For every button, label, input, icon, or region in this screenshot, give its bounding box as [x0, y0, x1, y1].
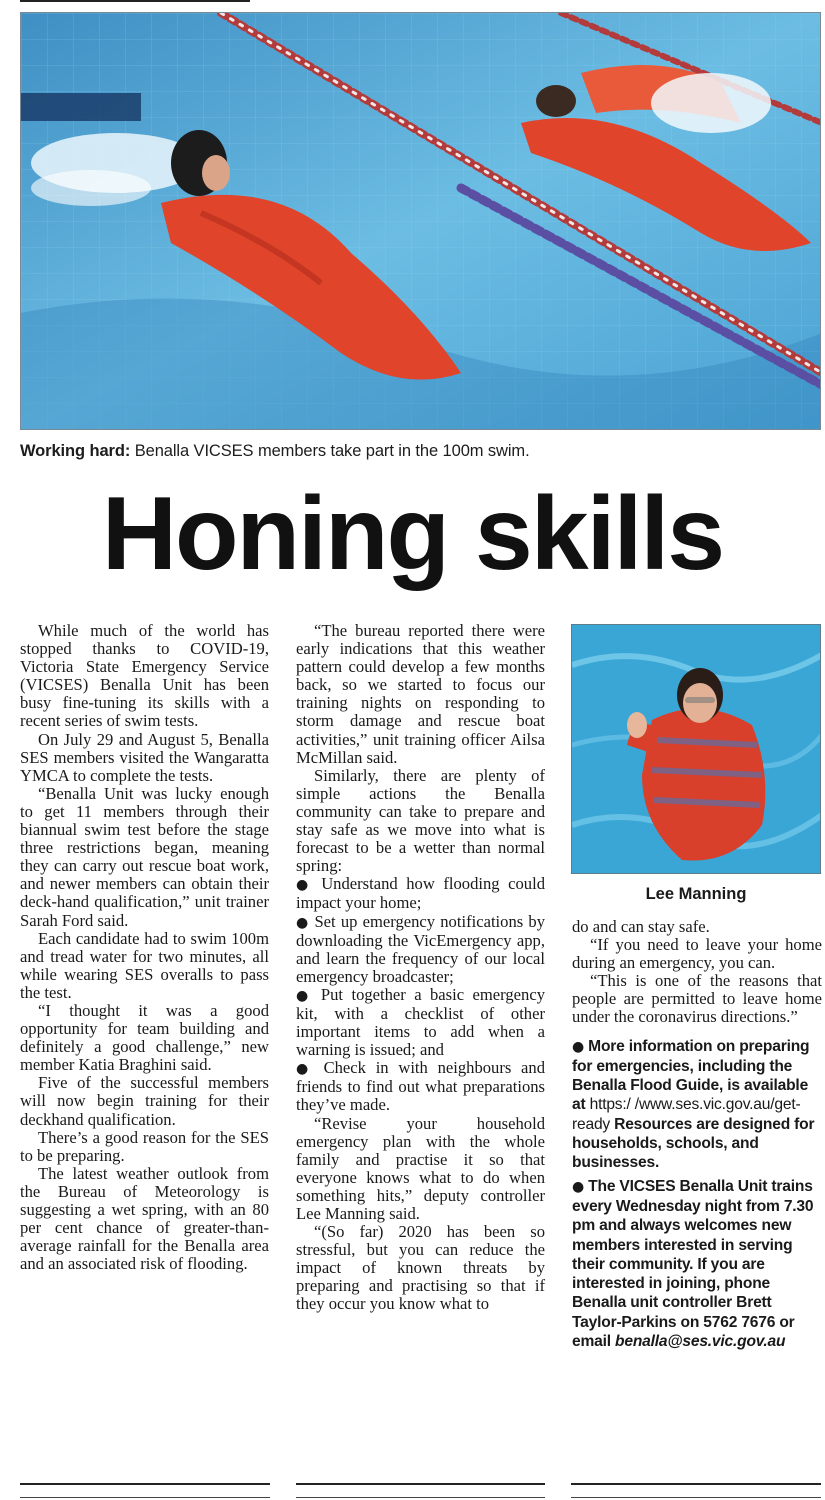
- info-box-training: ● The VICSES Benalla Unit trains every Wednesday night from 7.30 pm and always welcomes new members interested in serving their community. If you are interested in joining, phone Benalla unit controller Brett Taylor-Parkins on 5762 7676 or email benalla@ses.vic.gov.au: [572, 1177, 814, 1351]
- paragraph: do and can stay safe.: [572, 917, 710, 936]
- paragraph: There’s a good reason for the SES to be preparing.: [20, 1127, 269, 1165]
- headline: Honing skills: [101, 476, 724, 592]
- bottom-rule-2: [296, 1483, 545, 1485]
- bottom-thin-rule-1: [20, 1497, 270, 1498]
- caption-lead: Working hard:: [20, 442, 131, 460]
- article-column-2: [296, 622, 545, 1314]
- side-photo-caption: Lee Manning: [645, 885, 747, 903]
- bullet-item: ● Put together a basic emergency kit, with a checklist of other important items to add when a warning is issued; and: [296, 984, 545, 1060]
- caption-text: Benalla VICSES members take part in the 100m swim.: [130, 442, 530, 460]
- info-box-preparing: ● More information on preparing for emergencies, including the Benalla Flood Guide, is available at https:/ /www.ses.vic.gov.au/get-ready Resources are designed for households, schools, and businesses.: [572, 1037, 815, 1172]
- bullet-dot-icon: ●: [296, 987, 313, 1004]
- paragraph: While much of the world has stopped thanks to COVID-19, Victoria State Emergency Service (VICSES) Benalla Unit has been busy fine-tuning its skills with a recent series of swim tests.: [20, 621, 269, 731]
- paragraph: “(So far) 2020 has been so stressful, but you can reduce the impact of known threats by preparing and practising so that if they occur you know what to: [296, 1222, 545, 1314]
- bullet-item: ● Set up emergency notifications by downloading the VicEmergency app, and learn the frequency of our local emergency broadcaster;: [296, 911, 545, 986]
- paragraph: “This is one of the reasons that people are permitted to leave home under the coronavirus directions.”: [572, 971, 822, 1027]
- paragraph: The latest weather outlook from the Bureau of Meteorology is suggesting a wet spring, with an 80 per cent chance of greater-than-average rainfall for the Benalla area and an associated risk of flooding.: [20, 1163, 269, 1274]
- email-link[interactable]: benalla@ses.vic.gov.au: [615, 1333, 786, 1351]
- paragraph: Similarly, there are plenty of simple actions the Benalla community can take to prepare and stay safe as we move into what is forecast to be a wetter than normal spring:: [296, 765, 545, 876]
- paragraph: Each candidate had to swim 100m and tread water for two minutes, all while wearing SES overalls to pass the test.: [20, 928, 269, 1002]
- paragraph: “If you need to leave your home during an emergency, you can.: [572, 935, 822, 973]
- article-column-3: [572, 918, 822, 1351]
- paragraph: On July 29 and August 5, Benalla SES members visited the Wangaratta YMCA to complete the tests.: [20, 729, 269, 785]
- paragraph: “Revise your household emergency plan with the whole family and practise it so that everyone knows what to do when something hits,” deputy controller Lee Manning said.: [296, 1113, 545, 1223]
- top-rule: [20, 0, 250, 2]
- paragraph: “I thought it was a good opportunity for team building and definitely a good challenge,” new member Katia Braghini said.: [20, 1000, 269, 1075]
- paragraph: “Benalla Unit was lucky enough to get 11 members through their biannual swim test before the stage three restrictions began, meaning they can carry out rescue boat work, and newer members can obtain their deck-hand qualification,” unit trainer Sarah Ford said.: [20, 783, 269, 930]
- bullet-dot-icon: ●: [572, 1178, 585, 1195]
- side-photo-lee-manning: [571, 624, 821, 874]
- bottom-thin-rule-2: [296, 1497, 545, 1498]
- ses-get-ready-link[interactable]: https:/ /www.ses.vic.gov.au/get-ready: [572, 1096, 801, 1133]
- bottom-rule-1: [20, 1483, 270, 1485]
- bullet-dot-icon: ●: [296, 877, 313, 894]
- main-photo-swimmers: [20, 12, 821, 430]
- photo-caption: [20, 442, 530, 461]
- bottom-thin-rule-3: [571, 1497, 821, 1498]
- paragraph: “The bureau reported there were early indications that this weather pattern could develop a few months back, so we started to focus our training nights on responding to storm damage and rescue boat activities,” unit training officer Ailsa McMillan said.: [296, 621, 545, 767]
- paragraph: Five of the successful members will now begin training for their deckhand qualification.: [20, 1073, 269, 1129]
- bullet-dot-icon: ●: [572, 1038, 585, 1055]
- bullet-item: ● Understand how flooding could impact your home;: [296, 874, 546, 913]
- bottom-rule-3: [571, 1483, 821, 1485]
- bullet-dot-icon: ●: [296, 1061, 314, 1078]
- bullet-item: ● Check in with neighbours and friends to find out what preparations they’ve made.: [296, 1058, 546, 1115]
- article-column-1: [20, 622, 269, 1273]
- bullet-dot-icon: ●: [296, 914, 310, 931]
